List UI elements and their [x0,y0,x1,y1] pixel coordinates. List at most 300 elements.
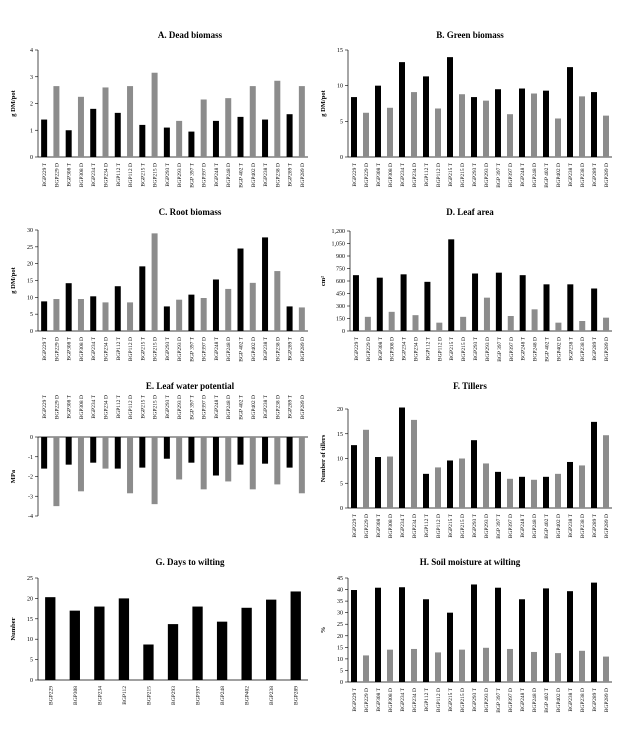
x-tick-label: BGP215 T [449,337,456,361]
y-tick-label: 15 [337,431,343,438]
bar [567,591,573,682]
bar [66,437,72,465]
bar [387,457,393,508]
x-tick-label: BGP229 T [42,337,49,361]
x-tick-label: BGP229 T [42,163,49,187]
bar [115,113,121,157]
x-tick-label: BGP 402 T [238,337,245,362]
bar [531,652,537,682]
bar [164,128,170,157]
chart-title: B. Green biomass [436,30,504,40]
y-tick-label: 25 [27,576,33,582]
x-tick-label: BGP 397 T [189,395,196,420]
x-tick-label: BGP293 T [164,337,171,361]
bar [225,289,231,331]
x-tick-label: BGP112 D [436,688,442,713]
bar [41,437,47,469]
y-tick-label: 0 [30,329,33,335]
bar [389,312,395,331]
x-tick-label: BGP248 D [226,395,233,420]
y-tick-label: 30 [337,610,343,617]
x-tick-label: BGP215 D [152,163,159,188]
y-tick-label: 40 [337,587,343,594]
x-tick-label: BGP248 T [520,688,526,712]
chart-title: H. Soil moisture at wilting [419,557,521,567]
bar [299,86,305,157]
bar [353,275,359,331]
bar [567,67,573,157]
bar [274,271,280,331]
bar [555,474,561,508]
y-tick-label: -2 [28,474,33,481]
bar [238,117,244,157]
x-tick-label: BGP289 D [299,163,306,188]
bar [127,86,133,157]
bar [41,301,47,331]
bar [519,599,525,682]
x-tick-label: BGP308 T [66,163,73,187]
bar [176,437,182,479]
bar [66,283,72,331]
bar [591,422,597,508]
bar [579,96,585,157]
x-tick-label: BGP289 D [604,163,610,188]
x-tick-label: BGP234 D [413,337,420,362]
bar [387,650,393,682]
bar [188,132,194,157]
bar [435,652,441,682]
x-tick-label: BGP234 D [412,514,418,539]
bar [217,622,227,680]
bar [225,98,231,157]
x-tick-label: BGP112 D [436,163,442,188]
chart-title: F. Tillers [453,381,487,391]
y-tick-label: -3 [28,494,33,501]
x-tick-label: BGP289 T [592,514,598,538]
x-tick-label: BGP215 T [448,688,454,712]
x-tick-label: BGP112 D [128,163,135,188]
bar [484,298,490,331]
x-tick-label: BGP238 T [263,337,270,361]
x-tick-label: BGP234 T [400,688,406,712]
x-tick-label: BGP248 T [520,514,526,538]
x-tick-label: BGP308 T [376,688,382,712]
y-tick-label: 3 [30,74,33,81]
x-tick-label: BGP234 T [91,395,98,419]
bar [495,89,501,157]
x-tick-label: BGP112 T [115,337,122,361]
panel-5 [10,381,308,520]
bar [483,648,489,682]
x-tick-label: BGP308 D [78,337,85,362]
y-tick-label: 10 [27,637,33,644]
y-tick-label: 10 [337,456,343,463]
y-tick-label: 4 [30,48,33,54]
x-tick-label: BGP402 D [250,395,257,420]
x-tick-label: BGP112 D [128,337,135,362]
x-tick-label: BGP397 D [508,514,514,539]
y-tick-label: 0 [30,155,33,161]
bar [459,459,465,509]
bar [411,420,417,508]
bar [483,101,489,157]
bar [262,437,268,464]
x-tick-label: BGP112 [121,686,128,705]
bar [363,113,369,157]
x-tick-label: BGP289 T [592,163,598,187]
bar [411,649,417,682]
x-tick-label: BGP234 D [103,337,110,362]
bar [201,298,207,331]
x-tick-label: BGP112 T [115,163,122,187]
bar [363,655,369,682]
bar [143,645,153,680]
bar [351,445,357,508]
y-tick-label: 5 [340,119,343,126]
bar [262,237,268,331]
x-tick-label: BGP 397 T [496,163,502,188]
y-tick-label: 5 [30,657,33,664]
bar [603,657,609,682]
x-tick-label: BGP402 D [250,337,257,362]
y-tick-label: 10 [337,656,343,663]
bar [53,299,59,331]
x-tick-label: BGP229 [48,686,55,705]
x-tick-label: BGP293 T [164,163,171,187]
bar [274,81,280,157]
bar [472,274,478,332]
bar [176,121,182,157]
x-tick-label: BGP402 D [556,163,562,188]
y-tick-label: 15 [27,278,33,285]
x-tick-label: BGP293 T [473,337,480,361]
x-tick-label: BGP 402 T [238,395,245,420]
y-tick-label: 20 [337,407,343,413]
panel-2 [320,30,612,188]
x-tick-label: BGP308 T [377,337,384,361]
bar [603,435,609,508]
x-tick-label: BGP289 T [287,395,294,419]
x-tick-label: BGP238 D [580,337,587,362]
x-tick-label: BGP248 T [213,337,220,361]
x-tick-label: BGP289 D [604,688,610,713]
x-tick-label: BGP248 D [532,514,538,539]
bar [423,599,429,682]
x-tick-label: BGP234 D [103,163,110,188]
y-tick-label: 20 [337,633,343,640]
x-tick-label: BGP112 D [437,337,444,362]
x-tick-label: BGP215 T [140,395,147,419]
x-tick-label: BGP293 D [177,163,184,188]
y-tick-label: 10 [337,83,343,90]
bar [543,91,549,157]
x-tick-label: BGP238 D [275,163,282,188]
x-tick-label: BGP293 D [484,337,491,362]
x-tick-label: BGP308 T [376,514,382,538]
y-tick-label: 30 [27,228,33,234]
x-tick-label: BGP397 [195,686,202,705]
x-tick-label: BGP248 T [213,163,220,187]
bar [507,649,513,682]
x-tick-label: BGP289 D [299,395,306,420]
x-tick-label: BGP215 T [448,163,454,187]
bar [460,317,466,331]
x-tick-label: BGP248 D [532,163,538,188]
bar [164,306,170,331]
panel-1 [10,30,308,188]
bar [139,125,145,157]
bar [127,302,133,331]
bar [115,437,121,469]
x-tick-label: BGP238 T [568,337,575,361]
bar [447,460,453,508]
x-tick-label: BGP215 D [152,337,159,362]
bar [507,479,513,508]
x-tick-label: BGP 397 T [496,337,503,362]
bar [496,273,502,331]
bar [139,266,145,331]
bar [287,437,293,468]
bar [90,296,96,331]
y-tick-label: 1,200 [331,229,345,235]
y-tick-label: 0 [342,329,345,335]
x-tick-label: BGP289 T [287,337,294,361]
chart-title: A. Dead biomass [157,30,223,40]
bar [103,437,109,469]
y-tick-label: 5 [30,312,33,319]
y-tick-label: 0 [340,506,343,512]
bar [447,613,453,682]
bar [66,130,72,157]
panel-6 [320,381,612,539]
bar [94,607,104,680]
bar [495,472,501,508]
x-tick-label: BGP234 D [412,163,418,188]
bar [543,588,549,682]
x-tick-label: BGP238 T [568,163,574,187]
y-tick-label: 10 [27,295,33,302]
y-tick-label: 2 [30,101,33,108]
x-tick-label: BGP308 T [66,337,73,361]
x-tick-label: BGP112 T [424,688,430,712]
x-tick-label: BGP293 D [177,395,184,420]
y-tick-label: 450 [336,291,345,298]
bar [459,650,465,682]
y-tick-label: 1,050 [331,241,345,248]
x-tick-label: BGP402 [244,686,251,705]
chart-title: E. Leaf water potential [145,381,235,391]
y-axis-label: Number [10,617,17,641]
x-tick-label: BGP234 T [91,163,98,187]
bar [78,437,84,491]
bar [603,116,609,157]
x-tick-label: BGP238 D [580,514,586,539]
bar [520,275,526,331]
bar [90,109,96,157]
bar [115,286,121,331]
x-tick-label: BGP 402 T [544,688,550,713]
x-tick-label: BGP238 D [275,395,282,420]
x-tick-label: BGP238 D [580,688,586,713]
chart-title: C. Root biomass [158,207,222,217]
y-tick-label: 750 [336,266,345,273]
bar [567,284,573,331]
x-tick-label: BGP238 T [263,163,270,187]
x-tick-label: BGP289 T [592,688,598,712]
bar [413,315,419,331]
bar [423,76,429,157]
bar [399,62,405,157]
bar [399,408,405,508]
x-tick-label: BGP397 D [201,337,208,362]
x-tick-label: BGP 397 T [189,163,196,188]
bar [519,89,525,157]
bar [201,99,207,157]
x-tick-label: BGP308 D [389,337,396,362]
bar [351,97,357,157]
bar [152,437,158,504]
x-tick-label: BGP293 D [177,337,184,362]
x-tick-label: BGP293 T [164,395,171,419]
y-tick-label: 5 [340,668,343,675]
bar [168,624,178,680]
panel-7 [10,557,308,705]
x-tick-label: BGP215 T [140,337,147,361]
x-tick-label: BGP308 D [78,163,85,188]
bar [579,465,585,508]
bar [591,289,597,332]
y-tick-label: 300 [336,304,345,310]
panel-3 [10,207,308,362]
bar [213,279,219,331]
bar [544,284,550,331]
bar [435,108,441,157]
bar [266,600,276,680]
bar [188,437,194,463]
x-tick-label: BGP229 T [353,337,360,361]
bar [543,477,549,508]
bar [363,430,369,508]
x-tick-label: BGP248 D [226,337,233,362]
bar [483,463,489,508]
x-tick-label: BGP112 T [424,514,430,538]
x-tick-label: BGP308 D [388,514,394,539]
x-tick-label: BGP215 D [461,337,468,362]
x-tick-label: BGP289 T [592,337,599,361]
bar [45,597,55,680]
x-tick-label: BGP238 [269,686,276,705]
bar [287,114,293,157]
bar [411,92,417,157]
bar [250,283,256,331]
x-tick-label: BGP234 T [400,514,406,538]
x-tick-label: BGP215 D [460,514,466,539]
bar [603,318,609,331]
bar [127,437,133,493]
bar [103,302,109,331]
bar [519,477,525,508]
bar [299,437,305,493]
bar [119,598,129,680]
x-tick-label: BGP112 D [436,514,442,539]
x-tick-label: BGP229 D [54,395,61,420]
bar [192,607,202,680]
bar [152,233,158,331]
x-tick-label: BGP234 T [91,337,98,361]
bar [41,120,47,157]
bar [579,651,585,682]
x-tick-label: BGP248 D [532,688,538,713]
y-tick-label: 20 [27,596,33,603]
x-tick-label: BGP234 [97,686,104,705]
bar [555,653,561,682]
x-tick-label: BGP397 D [201,395,208,420]
bar [375,457,381,508]
bar [90,437,96,463]
x-tick-label: BGP 397 T [189,337,196,362]
x-tick-label: BGP 402 T [544,514,550,539]
x-tick-label: BGP402 D [250,162,257,188]
y-tick-label: 15 [27,616,33,623]
x-tick-label: BGP229 D [54,163,61,188]
x-tick-label: BGP215 T [140,163,147,187]
x-tick-label: BGP 397 T [496,688,502,713]
bar [555,323,561,331]
x-tick-label: BGP293 D [484,514,490,539]
x-tick-label: BGP248 T [213,395,220,419]
bar [213,121,219,157]
x-tick-label: BGP234 T [400,163,406,187]
y-axis-label: MPa [10,469,17,484]
x-tick-label: BGP308 [72,686,79,705]
x-tick-label: BGP238 D [580,163,586,188]
x-tick-label: BGP234 D [103,395,110,420]
y-tick-label: 25 [337,622,343,629]
y-axis-label: g DM/pot [10,90,17,117]
bar [471,440,477,508]
y-tick-label: 150 [336,316,345,323]
y-tick-label: 45 [337,576,343,582]
bar [423,474,429,508]
bar [508,316,514,331]
bar [365,317,371,331]
bar [287,306,293,331]
x-tick-label: BGP248 D [226,163,233,188]
bar [448,239,454,331]
x-tick-label: BGP234 T [401,337,408,361]
y-tick-label: 900 [336,254,345,260]
bar [164,437,170,459]
x-tick-label: BGP402 D [556,688,562,713]
x-tick-label: BGP397 D [508,688,514,713]
bar [262,120,268,157]
bar [459,94,465,157]
y-tick-label: 600 [336,279,345,285]
bar [495,588,501,682]
bar [447,57,453,157]
x-tick-label: BGP289 [293,686,300,705]
x-tick-label: BGP293 [171,686,177,705]
x-tick-label: BGP215 [146,686,153,705]
x-tick-label: BGP229 T [352,163,358,187]
x-tick-label: BGP229 T [42,395,49,419]
bar [579,321,585,331]
x-tick-label: BGP238 T [263,395,270,419]
bar [375,588,381,682]
bar [567,462,573,508]
bar [241,608,251,680]
bar [436,323,442,331]
